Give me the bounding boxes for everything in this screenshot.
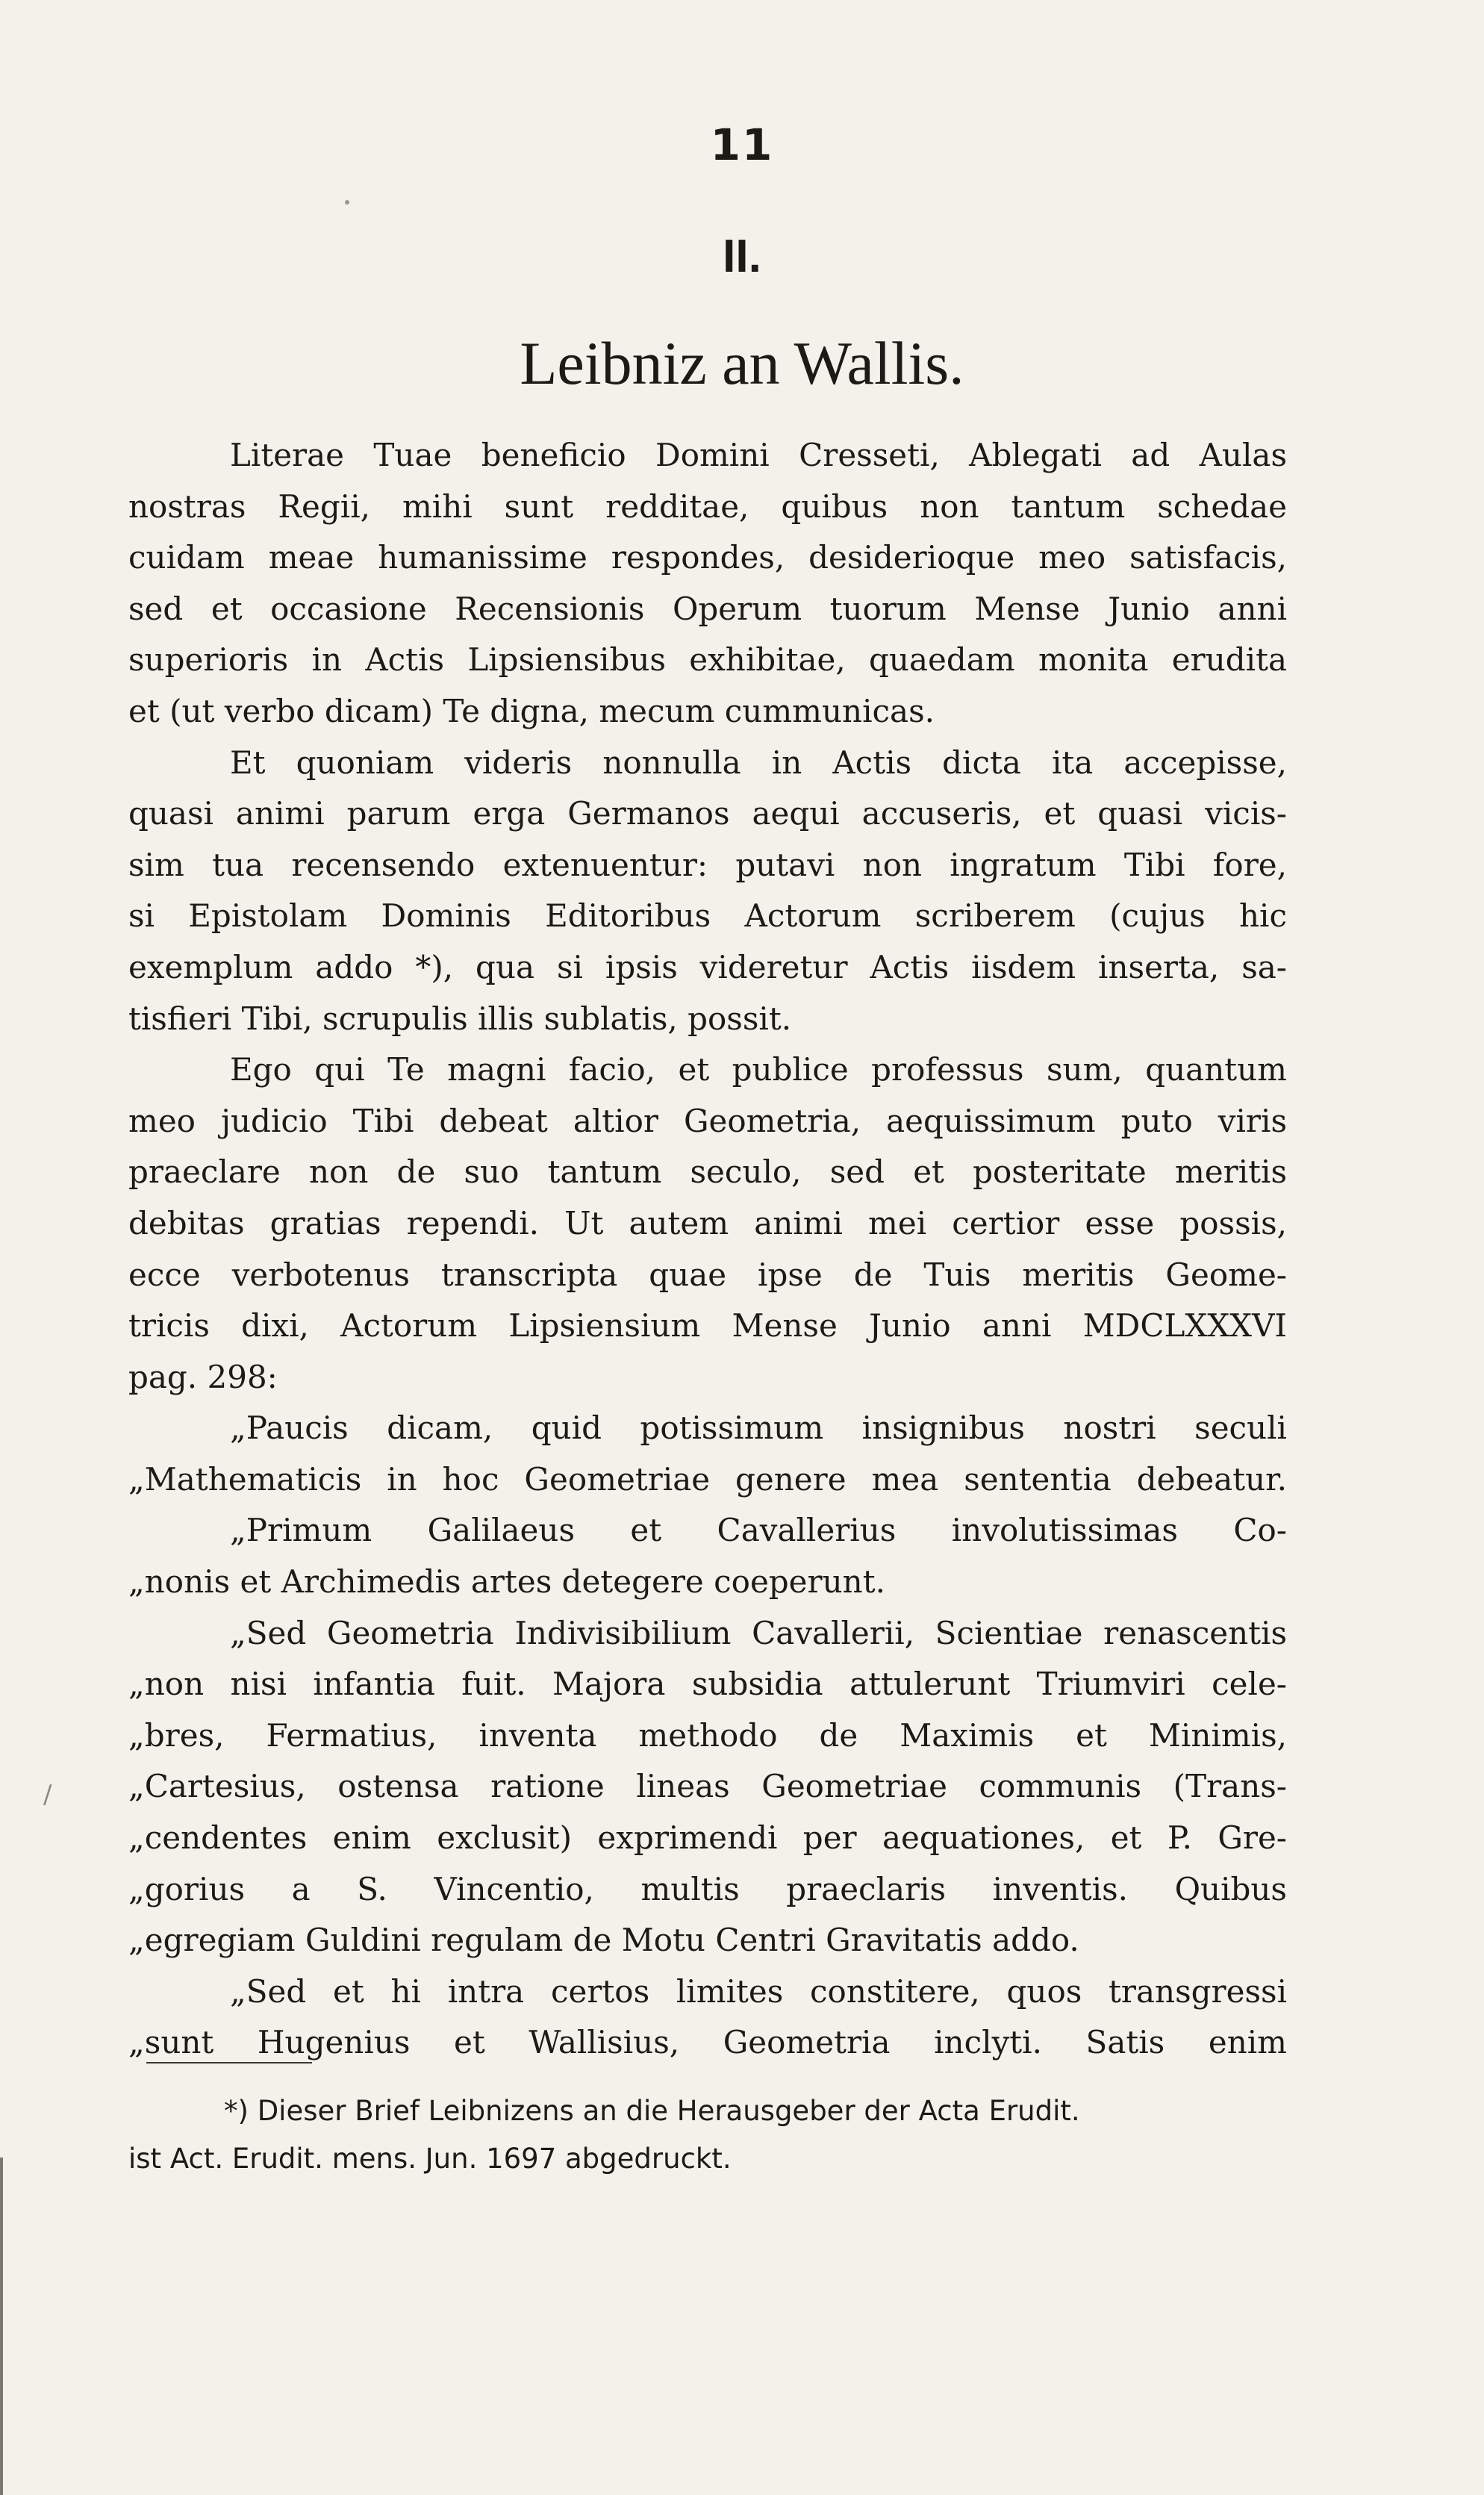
page-edge-shadow bbox=[0, 2158, 3, 2495]
quote-line: „Sed et hi intra certos limites constitere, quos transgressi bbox=[230, 1972, 1287, 2010]
page-title: Leibniz an Wallis. bbox=[520, 329, 964, 397]
quote-line: „Sed Geometria Indivisibilium Cavallerii, Scientiae renascentis bbox=[230, 1614, 1287, 1651]
footnote bbox=[128, 2087, 1287, 2183]
quote-line: „non nisi infantia fuit. Majora subsidia attulerunt Triumviri cele- bbox=[128, 1666, 1287, 1703]
text-line: superioris in Actis Lipsiensibus exhibitae, quaedam monita erudita bbox=[128, 641, 1287, 679]
text-line: exemplum addo *), qua si ipsis videretur Actis iisdem inserta, sa- bbox=[128, 948, 1287, 985]
margin-pencil-mark: / bbox=[43, 1780, 52, 1810]
text-line: cuidam meae humanissime respondes, desiderioque meo satisfacis, bbox=[128, 539, 1287, 576]
quote-line: „gorius a S. Vincentio, multis praeclaris inventis. Quibus bbox=[128, 1870, 1287, 1907]
text-line: meo judicio Tibi debeat altior Geometria, aequissimum puto viris bbox=[128, 1102, 1287, 1139]
text-line: tisfieri Tibi, scrupulis illis sublatis, possit. bbox=[128, 1000, 792, 1037]
footnote-line: *) Dieser Brief Leibnizens an die Herausgeber der Acta Erudit. bbox=[224, 2095, 1080, 2127]
footnote-line: ist Act. Erudit. mens. Jun. 1697 abgedruckt. bbox=[128, 2143, 732, 2175]
quote-line: „cendentes enim exclusit) exprimendi per aequationes, et P. Gre- bbox=[128, 1819, 1287, 1857]
quote-line: „Primum Galilaeus et Cavallerius involutissimas Co- bbox=[230, 1512, 1287, 1549]
quote-line: „nonis et Archimedis artes detegere coeperunt. bbox=[128, 1563, 885, 1601]
quote-line: „egregiam Guldini regulam de Motu Centri Gravitatis addo. bbox=[128, 1922, 1079, 1959]
letter-body bbox=[128, 430, 1287, 2069]
text-line: si Epistolam Dominis Editoribus Actorum scriberem (cujus hic bbox=[128, 897, 1287, 935]
text-line: et (ut verbo dicam) Te digna, mecum cummunicas. bbox=[128, 692, 935, 729]
quote-line: „Paucis dicam, quid potissimum insignibus nostri seculi bbox=[230, 1410, 1287, 1447]
quote-line: „sunt Hugenius et Wallisius, Geometria inclyti. Satis enim bbox=[128, 2024, 1287, 2061]
text-line: Literae Tuae beneficio Domini Cresseti, Ablegati ad Aulas bbox=[230, 437, 1287, 473]
text-line: sed et occasione Recensionis Operum tuorum Mense Junio anni bbox=[128, 590, 1287, 627]
text-line: praeclare non de suo tantum seculo, sed et posteritate meritis bbox=[128, 1153, 1287, 1191]
quote-line: „bres, Fermatius, inventa methodo de Maximis et Minimis, bbox=[128, 1716, 1287, 1754]
page-number: 11 bbox=[710, 119, 774, 170]
ink-speck bbox=[345, 200, 349, 205]
text-line: tricis dixi, Actorum Lipsiensium Mense Junio anni MDCLXXXVI bbox=[128, 1307, 1287, 1345]
text-line: pag. 298: bbox=[128, 1358, 278, 1395]
footnote-rule bbox=[146, 2062, 312, 2063]
text-line: quasi animi parum erga Germanos aequi accuseris, et quasi vicis- bbox=[128, 795, 1287, 832]
text-line: sim tua recensendo extenuentur: putavi non ingratum Tibi fore, bbox=[128, 846, 1287, 883]
text-line: ecce verbotenus transcripta quae ipse de Tuis meritis Geome- bbox=[128, 1256, 1287, 1293]
text-line: Et quoniam videris nonnulla in Actis dicta ita accepisse, bbox=[230, 744, 1287, 781]
quote-line: „Mathematicis in hoc Geometriae genere mea sententia debeatur. bbox=[128, 1460, 1287, 1498]
text-line: nostras Regii, mihi sunt redditae, quibus non tantum schedae bbox=[128, 488, 1287, 525]
text-line: debitas gratias rependi. Ut autem animi mei certior esse possis, bbox=[128, 1204, 1287, 1242]
section-numeral: II. bbox=[723, 231, 761, 282]
quote-line: „Cartesius, ostensa ratione lineas Geometriae communis (Trans- bbox=[128, 1768, 1287, 1805]
text-line: Ego qui Te magni facio, et publice professus sum, quantum bbox=[230, 1051, 1287, 1088]
